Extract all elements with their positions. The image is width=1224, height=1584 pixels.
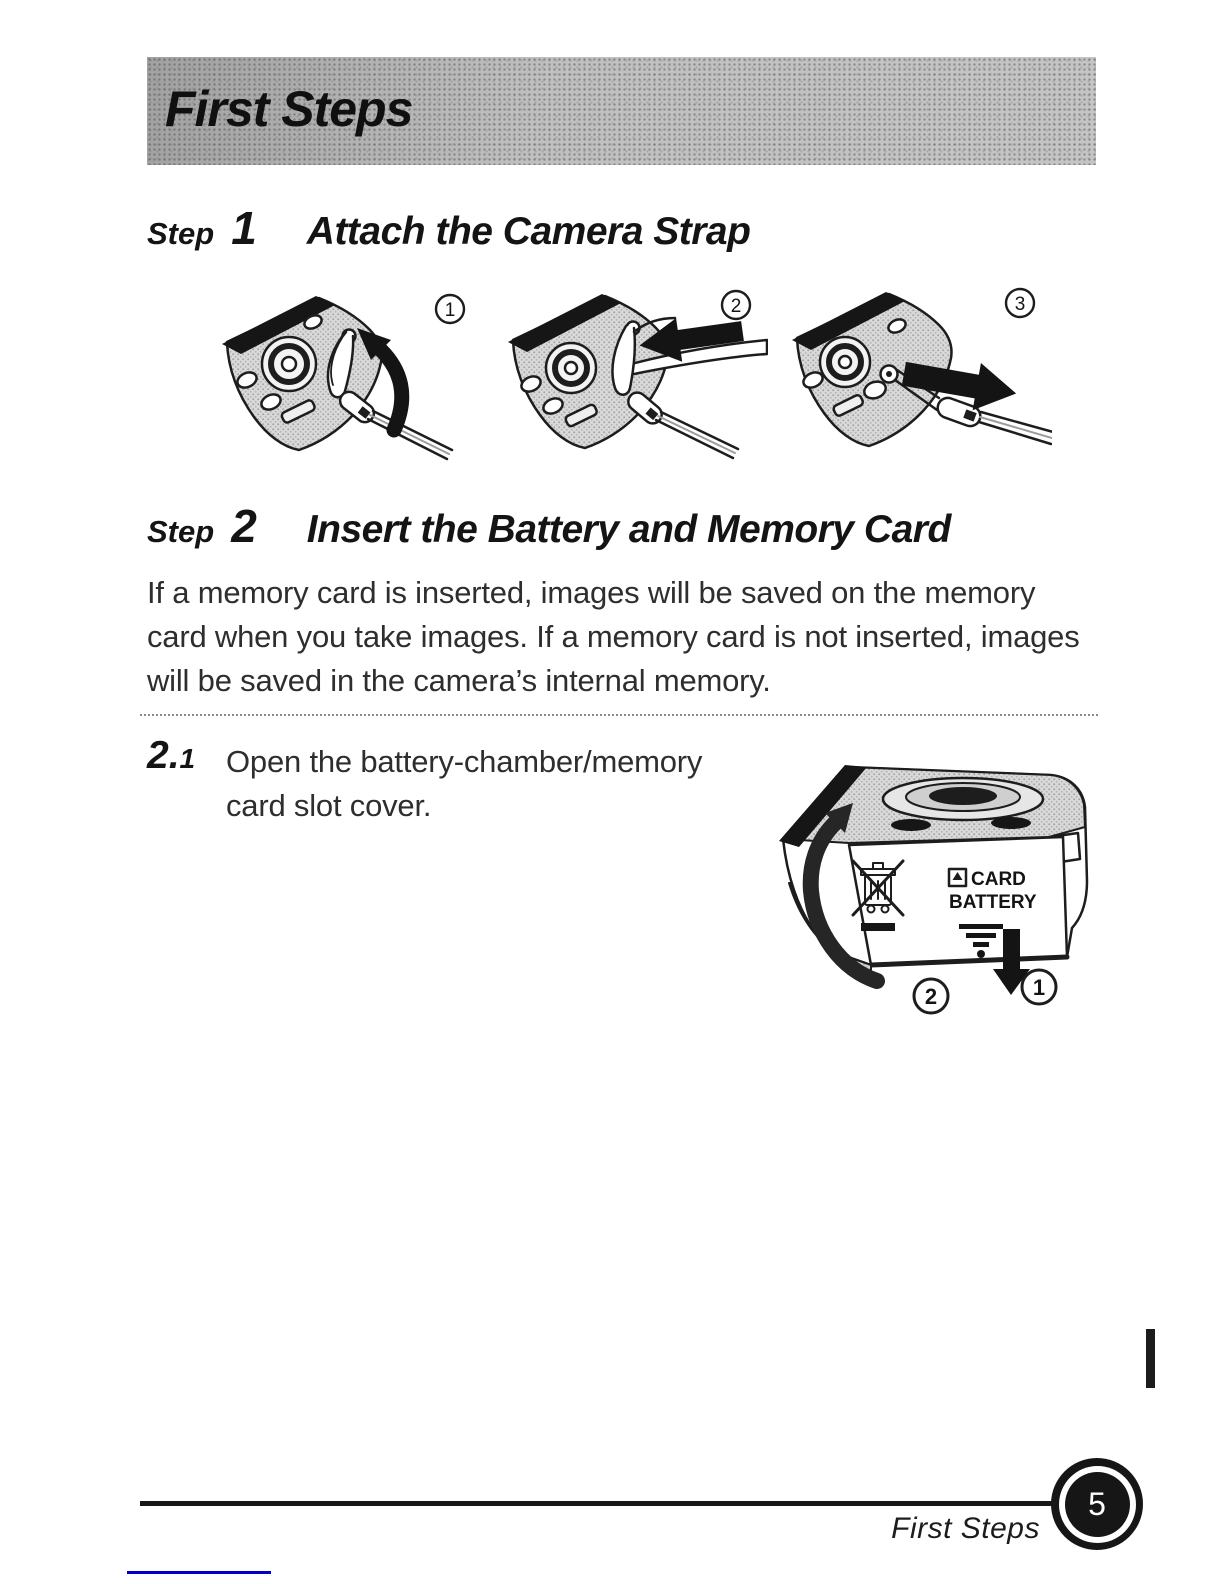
- step1-number: 1: [231, 202, 257, 254]
- footer-rule: [140, 1501, 1054, 1506]
- chapter-banner: [147, 57, 1096, 165]
- lens-center: [929, 787, 997, 805]
- battery-chamber-figure: [753, 733, 1100, 1021]
- weee-bar: [861, 923, 895, 931]
- step2-number: 2: [231, 500, 257, 552]
- step2-title: Insert the Battery and Memory Card: [306, 508, 951, 551]
- callout-2-number: 2: [730, 296, 742, 317]
- page-number: 5: [1065, 1472, 1130, 1537]
- step1-title: Attach the Camera Strap: [306, 210, 751, 253]
- step1-heading: [147, 201, 750, 255]
- card-label: CARD: [971, 869, 1026, 890]
- callout-slide-number: 1: [1032, 975, 1046, 1000]
- substep-number-minor: 1: [179, 743, 196, 774]
- scan-artifact-line: [127, 1571, 271, 1574]
- up-arrow-icon: [381, 350, 402, 430]
- camera-bottom-illustration: [508, 294, 767, 458]
- callout-open-number: 2: [924, 984, 938, 1009]
- strap-figure-2: [483, 276, 768, 466]
- strap-figure-1: [197, 278, 482, 468]
- step2-word: Step: [147, 514, 215, 549]
- chapter-title: First Steps: [165, 81, 413, 137]
- substep-number-major: 2.: [147, 734, 180, 777]
- strap-figure-3: [767, 274, 1052, 464]
- step1-word: Step: [147, 216, 215, 251]
- battery-label: BATTERY: [949, 892, 1037, 913]
- substep-instruction: Open the battery-chamber/memory card slot cover.: [226, 744, 703, 823]
- section-divider: [140, 714, 1098, 716]
- step2-heading: [147, 499, 951, 553]
- substep-number: [147, 734, 195, 778]
- camera-bottom-illustration: [222, 296, 452, 459]
- print-registration-mark: [1146, 1329, 1155, 1388]
- page-number-ring: [1059, 1466, 1136, 1543]
- footer-chapter-label: First Steps: [891, 1512, 1040, 1545]
- callout-3-number: 3: [1014, 294, 1026, 315]
- callout-1-number: 1: [444, 300, 456, 321]
- step2-intro-paragraph: If a memory card is inserted, images will be saved on the memory card when you take images. If a memory card is not inserted, images will be saved in the camera’s internal memory.: [147, 575, 1080, 698]
- page-number-badge: [1051, 1458, 1143, 1550]
